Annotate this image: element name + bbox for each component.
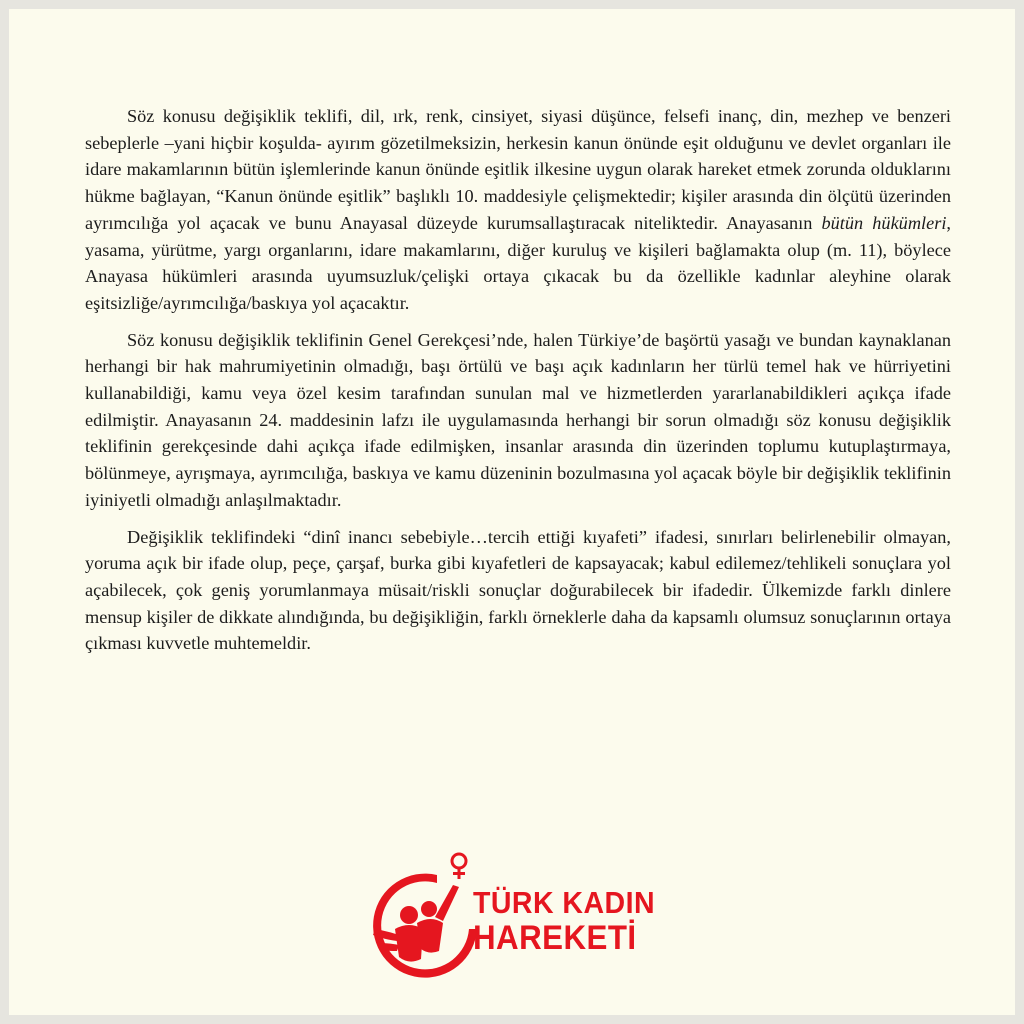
document-body (85, 103, 951, 667)
page-frame (9, 9, 1015, 1015)
logo-text-line-2: HAREKETİ (473, 919, 637, 957)
paragraph-2: Söz konusu değişiklik teklifinin Genel Gerekçesi’nde, halen Türkiye’de başörtü yasağı ve bundan kaynaklanan herhangi bir hak mahrumiyetinin olmadığı, başı örtülü ve başı açık kadınların her türlü temel hak ve hürriyetini kullanabildiği, kamu veya özel kesim tarafından sunulan mal ve hizmetlerden yararlanabildikleri açıkça ifade edilmiştir. Anayasanın 24. maddesinin lafzı ile uygulamasında herhangi bir sorun olmadığı söz konusu değişiklik teklifinin gerekçesinde dahi açıkça ifade edilmişken, insanlar arasında din üzerinden toplumu kutuplaştırmaya, bölünmeye, ayrışmaya, ayrımcılığa, baskıya ve kamu düzeninin bozulmasına yol açacak böyle bir değişiklik teklifinin iyiniyetli olmadığı anlaşılmaktadır. (85, 329, 951, 510)
paragraph-1-italic: bütün hükümleri (821, 212, 947, 233)
logo-text-line-1: TÜRK KADIN (473, 885, 656, 920)
paragraph-3: Değişiklik teklifindeki “dinî inancı sebebiyle…tercih ettiği kıyafeti” ifadesi, sınırları belirlenebilir olmayan, yoruma açık bir ifade olup, peçe, çarşaf, burka gibi kıyafetleri de kapsayacak; kabul edilemez/tehlikeli sonuçlara yol açabilecek, çok geniş yorumlanmaya müsait/riskli sonuçlar doğurabilecek bir ifadedir. Ülkemizde farklı dinlere mensup kişiler de dikkate alındığında, bu değişikliğin, farklı örneklerle daha da kapsamlı olumsuz sonuçlarının ortaya çıkması kuvvetle muhtemeldir. (85, 526, 951, 654)
turk-kadin-hareketi-logo (365, 851, 685, 981)
paragraph-1-text-a: Söz konusu değişiklik teklifi, dil, ırk, renk, cinsiyet, siyasi düşünce, felsefi inanç, din, mezhep ve benzeri sebeplerle –yani hiçbir koşulda- ayırım gözetilmeksizin, herkesin kanun önünde eşit olduğunu ve devlet organları ile idare makamlarının bütün işlemlerinde kanun önünde eşitlik ilkesine uygun olarak hareket etmek zorunda olduklarını hükme bağlayan, “Kanun önünde eşitlik” başlıklı 10. maddesiyle çelişmektedir; kişiler arasında din ölçütü üzerinden ayrımcılığa yol açacak ve bunu Anayasal düzeyde kurumsallaştıracak niteliktedir. Anayasanın (85, 106, 951, 233)
womens-movement-emblem-icon (365, 851, 485, 981)
paragraph-1-text-b: , yasama, yürütme, yargı organlarını, idare makamlarını, diğer kuruluş ve kişileri bağlamakta olup (m. 11), böylece Anayasa hükümleri arasında uyumsuzluk/çelişki ortaya çıkacak bu da özellikle kadınlar aleyhine olarak eşitsizliğe/ayrımcılığa/baskıya yol açacaktır. (85, 212, 951, 313)
paragraph-1 (85, 103, 951, 317)
